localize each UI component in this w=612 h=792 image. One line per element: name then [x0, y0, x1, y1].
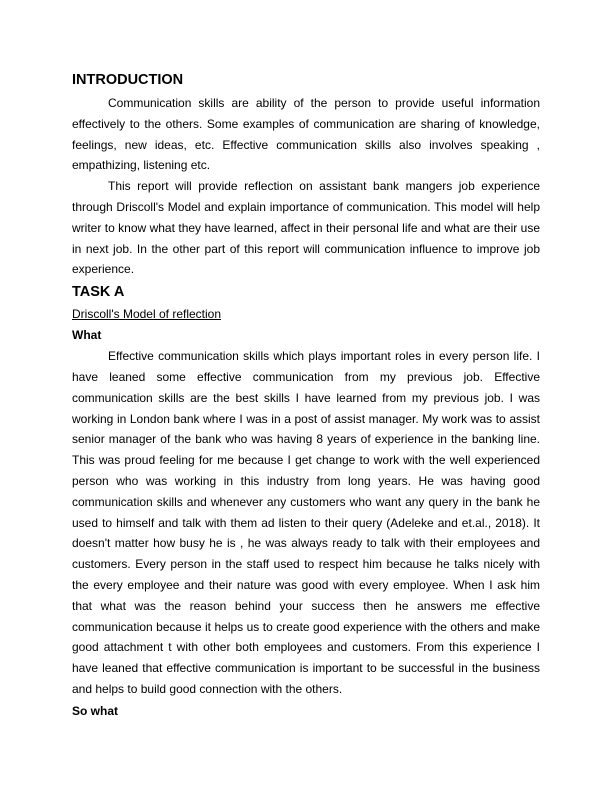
what-heading: What: [72, 328, 102, 343]
introduction-paragraph-2: This report will provide reflection on assistant bank mangers job experience through Driscoll's Model and explain importance of communication. This model will help writer to know what they have learned, affect in their personal life and what are their use in next job. In the other part of this report will communication influence to improve job experience.: [72, 179, 540, 277]
driscoll-model-subheading: Driscoll's Model of reflection: [72, 307, 222, 322]
introduction-heading: INTRODUCTION: [72, 72, 184, 88]
task-a-heading: TASK A: [72, 284, 125, 301]
what-paragraph: Effective communication skills which plays important roles in every person life. I have leaned some effective communication from my previous job. Effective communication skills are the best skills I have learned from my previous job. I was working in London bank where I was in a post of assist manager. My work was to assist senior manager of the bank who was having 8 years of experience in the banking line. This was proud feeling for me because I get change to work with the well experienced person who was working in this industry from long years. He was having good communication skills and whenever any customers who want any query in the bank he used to himself and talk with them ad listen to their query (Adeleke and et.al., 2018). It doesn't matter how busy he is , he was always ready to talk with their employees and customers. Every person in the staff used to respect him because he talks nicely with the every employee and their nature was good with every employee. When I ask him that what was the reason behind your success then he answers me effective communication because it helps us to create good experience with the others and make good attachment t with other both employees and customers. From this experience I have leaned that effective communication is important to be successful in the business and helps to build good connection with the others.: [72, 349, 540, 696]
so-what-heading: So what: [72, 703, 119, 718]
introduction-paragraph-1: Communication skills are ability of the person to provide useful information effectively to the others. Some examples of communication are sharing of knowledge, feelings, new ideas, etc. Effective communication skills also involves speaking , empathizing, listening etc.: [72, 96, 540, 173]
document-page: [72, 70, 540, 722]
